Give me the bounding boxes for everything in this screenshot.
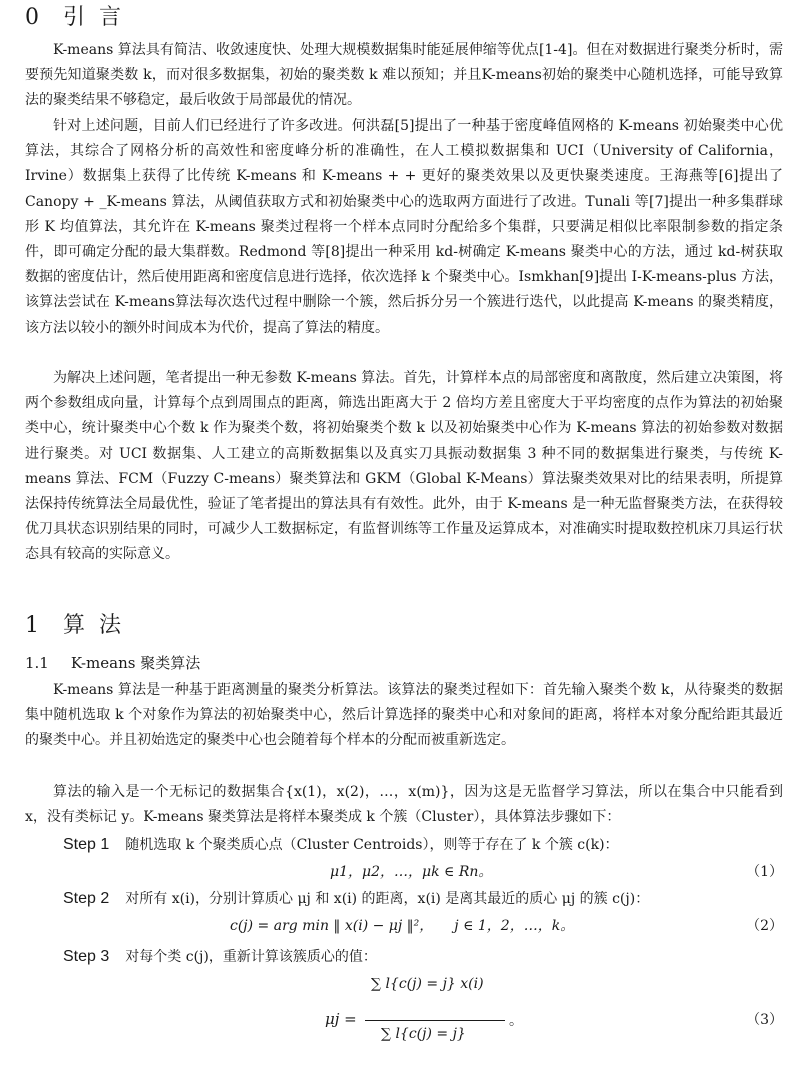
equation-3-tail: 。: [509, 1013, 523, 1029]
equation-number-3: （3）: [746, 1012, 783, 1028]
subsection-number: 1.1: [25, 654, 49, 672]
step-label: Step 1: [63, 836, 110, 853]
algo-paragraph-1: K-means 算法是一种基于距离测量的聚类分析算法。该算法的聚类过程如下：首先输入聚类个数 k，从待聚类的数据集中随机选取 k 个对象作为算法的初始聚类中心，然后计算选择的聚类中心和对象间的距离，将样本对象分配给距其最近的聚类中心。并且初始选定的聚类中心也会随着每个样本的分配而被重新选定。: [25, 682, 783, 749]
fraction-bar: [365, 1020, 505, 1021]
section-title: 引言: [63, 5, 136, 30]
algorithm-step-3: [63, 946, 377, 968]
section-title: 算法: [63, 613, 136, 638]
equation-1: μ1，μ2，…，μk ∈ Rn。: [330, 864, 493, 880]
equation-3-lhs: μj =: [325, 1010, 357, 1028]
equation-2: c(j) = arg min ‖ x(i) − μj ‖²， j ∈ 1，2，…，k。: [230, 918, 575, 934]
equation-number-2: （2）: [746, 918, 783, 934]
section-number: 0: [25, 5, 41, 30]
section-heading: [25, 4, 135, 32]
subsection-title: K-means 聚类算法: [70, 654, 201, 672]
equation-3-denominator: ∑ l{c(j) = j}: [381, 1026, 466, 1042]
step-text: 对所有 x(i)，分别计算质心 μj 和 x(i) 的距离，x(i) 是离其最近的质心 μj 的簇 c(j)：: [125, 891, 650, 907]
section-heading: [25, 612, 135, 640]
section-number: 1: [25, 613, 41, 638]
step-text: 随机选取 k 个聚类质心点（Cluster Centroids），则等于存在了 k 个簇 c(k)：: [125, 837, 619, 853]
equation-3: [325, 972, 565, 1072]
intro-paragraph-1: K-means 算法具有简洁、收敛速度快、处理大规模数据集时能延展伸缩等优点[1-4]。但在对数据进行聚类分析时，需要预先知道聚类数 k，而对很多数据集，初始的聚类数 k 难以预知；并且K-means初始的聚类中心随机选择，可能导致算法的聚类结果不够稳定，最后收敛于局部最优的情况。: [25, 42, 783, 109]
equation-3-numerator: ∑ l{c(j) = j} x(i): [371, 976, 484, 992]
algorithm-step-1: [63, 834, 619, 856]
intro-paragraph-3: 为解决上述问题，笔者提出一种无参数 K-means 算法。首先，计算样本点的局部密度和离散度，然后建立决策图，将两个参数组成向量，计算每个点到周围点的距离，筛选出距离大于 2 倍均方差且密度大于平均密度的点作为算法的初始聚类中心，统计聚类中心个数 k 作为聚类个数，将初始聚类个数 k 以及初始聚类中心作为 K-means 算法的初始参数对数据进行聚类。对 UCI 数据集、人工建立的高斯数据集以及真实刀具振动数据集 3 种不同的数据集进行聚类，与传统 K-means 算法、FCM（Fuzzy C-means）聚类算法和 GKM（Global K-Means）算法聚类效果对比的结果表明，所提算法保持传统算法全局最优性，验证了笔者提出的算法具有有效性。此外，由于 K-means 是一种无监督聚类方法，在获得较优刀具状态识别结果的同时，可减少人工数据标定，有监督训练等工作量及运算成本，对准确实时提取数控机床刀具运行状态具有较高的实际意义。: [25, 370, 783, 563]
algo-paragraph-2: 算法的输入是一个无标记的数据集合{x(1)，x(2)，…，x(m)}，因为这是无监督学习算法，所以在集合中只能看到 x，没有类标记 y。K-means 聚类算法是将样本聚类成 k 个簇（Cluster），具体算法步骤如下：: [25, 784, 783, 826]
subsection-heading: [25, 652, 200, 674]
step-label: Step 2: [63, 890, 110, 907]
step-label: Step 3: [63, 948, 110, 965]
algorithm-step-2: [63, 888, 649, 910]
step-text: 对每个类 c(j)，重新计算该簇质心的值：: [125, 949, 377, 965]
intro-paragraph-2: 针对上述问题，目前人们已经进行了许多改进。何洪磊[5]提出了一种基于密度峰值网格的 K-means 初始聚类中心优算法，其综合了网格分析的高效性和密度峰分析的准确性，在人工模拟数据集和 UCI（University of California，Irvine）数据集上获得了比传统 K-means 和 K-means + + 更好的聚类效果以及更快聚类速度。王海燕等[6]提出了 Canopy + _K-means 算法，从阈值获取方式和初始聚类中心的选取两方面进行了改进。Tunali 等[7]提出一种多集群球形 K 均值算法，其允许在 K-means 聚类过程将一个样本点同时分配给多个集群，只要满足相似比率限制参数的指定条件，即可确定分配的最大集群数。Redmond 等[8]提出一种采用 kd-树确定 K-means 聚类中心的方法，通过 kd-树获取数据的密度估计，然后使用距离和密度信息进行选择，依次选择 k 个聚类中心。Ismkhan[9]提出 I-K-means-plus 方法，该算法尝试在 K-means算法每次迭代过程中删除一个簇，然后拆分另一个簇进行迭代，以此提高 K-means 的聚类精度，该方法以较小的额外时间成本为代价，提高了算法的精度。: [25, 118, 783, 336]
equation-number-1: （1）: [746, 864, 783, 880]
